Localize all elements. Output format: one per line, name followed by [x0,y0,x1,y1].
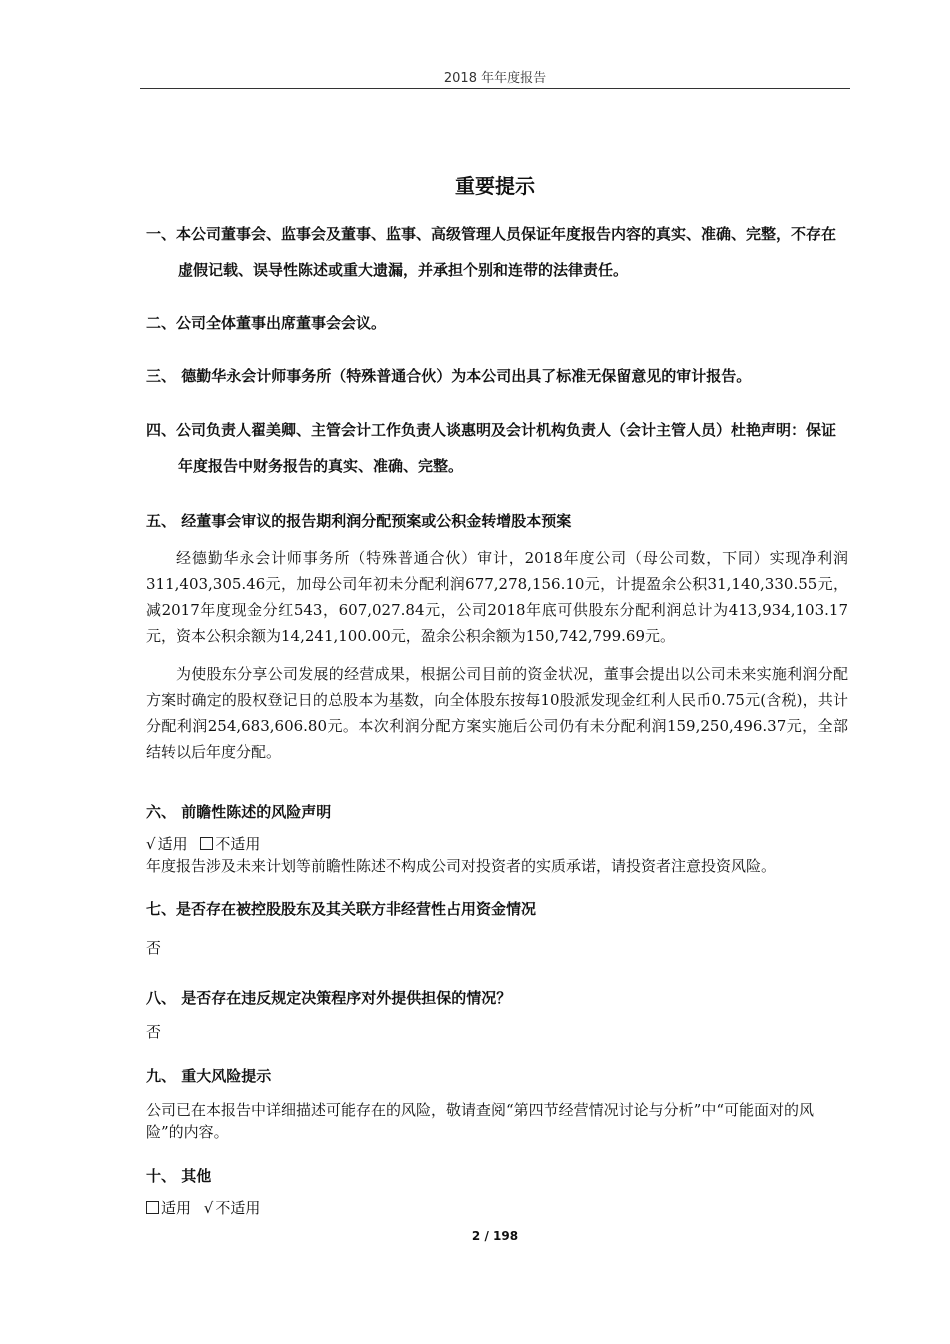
page-title: 重要提示 [455,174,535,198]
unchecked-box-icon [146,1201,159,1214]
not-applicable-label: 不适用 [215,835,261,853]
item-3: 三、 德勤华永会计师事务所（特殊普通合伙）为本公司出具了标准无保留意见的审计报告。 [146,367,752,385]
item-2: 二、公司全体董事出席董事会会议。 [146,314,387,332]
item-4: 四、公司负责人翟美卿、主管会计工作负责人谈惠明及会计机构负责人（会计主管人员）杜艳声明：保证年度报告中财务报告的真实、准确、完整。 [146,421,837,475]
unchecked-box-icon [200,837,213,850]
item-6-heading: 六、 前瞻性陈述的风险声明 [146,803,332,821]
not-applicable-label: 不适用 [215,1199,261,1217]
item-10-options [146,1197,848,1219]
applicable-label: 适用 [161,1199,192,1217]
item-7-answer: 否 [146,939,162,957]
item-6-options [146,833,848,855]
item-7-heading: 七、是否存在被控股股东及其关联方非经营性占用资金情况 [146,900,537,918]
item-8-answer: 否 [146,1023,162,1041]
checked-mark-icon: √ [146,835,156,853]
checked-mark-icon: √ [203,1199,214,1217]
item-5-paragraph-1: 经德勤华永会计师事务所（特殊普通合伙）审计，2018年度公司（母公司数，下同）实现净利润311,403,305.46元，加母公司年初未分配利润677,278,156.10元，计提盈余公积31,140,330.55元，减2017年度现金分红543，607,027.84元，公司2018年底可供股东分配利润总计为413,934,103.17元，资本公积余额为14,241,100.00元，盈余公积余额为150,742,799.69元。 [146,549,848,645]
item-1: 一、本公司董事会、监事会及董事、监事、高级管理人员保证年度报告内容的真实、准确、完整，不存在虚假记载、误导性陈述或重大遗漏，并承担个别和连带的法律责任。 [146,225,837,279]
item-9-heading: 九、 重大风险提示 [146,1067,272,1085]
item-6-text: 年度报告涉及未来计划等前瞻性陈述不构成公司对投资者的实质承诺，请投资者注意投资风险。 [146,857,777,875]
item-5-heading: 五、 经董事会审议的报告期利润分配预案或公积金转增股本预案 [146,512,572,530]
header-rule [140,88,850,89]
running-header: 2018 年年度报告 [443,71,547,86]
item-9-text: 公司已在本报告中详细描述可能存在的风险，敬请查阅“第四节经营情况讨论与分析”中“可能面对的风险”的内容。 [146,1101,815,1141]
item-8-heading: 八、 是否存在违反规定决策程序对外提供担保的情况？ [146,989,512,1007]
page-number: 2 / 198 [471,1229,519,1243]
item-5-paragraph-2: 为使股东分享公司发展的经营成果，根据公司目前的资金状况，董事会提出以公司未来实施利润分配方案时确定的股权登记日的总股本为基数，向全体股东按每10股派发现金红利人民币0.75元(含税)，共计分配利润254,683,606.80元。本次利润分配方案实施后公司仍有未分配利润159,250,496.37元，全部结转以后年度分配。 [146,665,848,761]
applicable-label: 适用 [157,835,188,853]
item-10-heading: 十、 其他 [146,1167,212,1185]
